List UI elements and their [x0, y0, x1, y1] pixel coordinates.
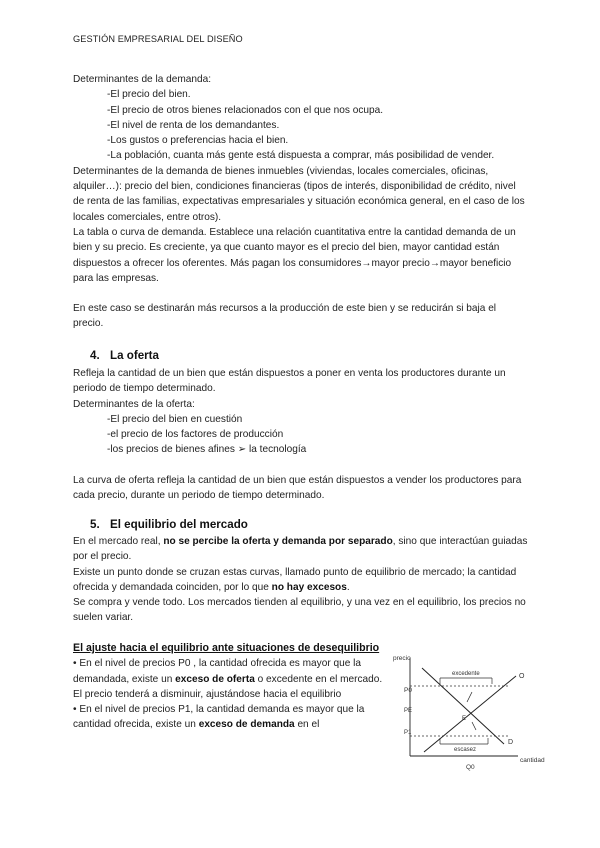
price-p1-label: P1 [404, 730, 412, 736]
supply-heading-number: 4. [90, 349, 100, 362]
demand-determinant-item: -El precio del bien. [107, 89, 191, 101]
demand-curve-label: D [508, 739, 514, 746]
adjustment-bullet-2: • En el nivel de precios P1, la cantidad demanda es mayor que la cantidad ofrecida, existe un exceso de demanda en el [73, 704, 365, 731]
excess-label: excedente [452, 671, 480, 677]
excess-arrow [467, 692, 472, 702]
supply-determinant-item: -El precio del bien en cuestión [107, 413, 243, 425]
demand-determinant-item: -La población, cuanta más gente está dispuesta a comprar, más posibilidad de vender. [107, 150, 495, 162]
resources-paragraph: En este caso se destinarán más recursos a la producción de este bien y se reducirán si baja el precio. [73, 303, 497, 330]
x-axis-label: cantidad [520, 757, 545, 764]
equilibrium-paragraph-2: Existe un punto donde se cruzan estas curvas, llamado punto de equilibrio de mercado; la cantidad ofrecida y demandada coinciden, por lo que no hay excesos. [73, 566, 517, 593]
equilibrium-heading-number: 5. [90, 518, 100, 531]
supply-determinant-item: -el precio de los factores de producción [107, 429, 284, 441]
supply-heading [90, 349, 159, 362]
supply-section [73, 366, 528, 503]
price-pe-label: PE [404, 708, 413, 714]
equilibrium-paragraph-1: En el mercado real, no se percibe la oferta y demanda por separado, sino que interactúan guiadas por el precio. [73, 536, 528, 563]
supply-curve [424, 676, 516, 752]
demand-determinant-item: -El precio de otros bienes relacionados con el que nos ocupa. [107, 104, 384, 116]
demand-determinant-item: -El nivel de renta de los demandantes. [107, 119, 280, 131]
shortage-arrow [472, 722, 476, 730]
adjustment-bullet-1: • En el nivel de precios P0 , la cantidad ofrecida es mayor que la demandada, existe un exceso de oferta o excedente en el mercado. El precio tenderá a disminuir, ajustándose hacia el equilibrio [73, 658, 383, 700]
supply-curve-label: O [519, 673, 525, 680]
supply-curve-paragraph: La curva de oferta refleja la cantidad de un bien que están dispuestos a vender los productores para cada precio, durante un periodo de tiempo determinado. [73, 474, 522, 502]
demand-determinants-intro: Determinantes de la demanda: [73, 74, 212, 85]
shortage-label: escasez [454, 747, 477, 753]
buildings-demand-paragraph: Determinantes de la demanda de bienes inmuebles (viviendas, locales comerciales, oficinas, alquiler…): precio del bien, condiciones financieras (tipos de interés, disponibilidad de crédito, nivel de renta de las familias, expectativas empresariales y situación económica general, en el caso de los locales comerciales, entre otros). [73, 165, 525, 223]
equilibrium-section [73, 534, 528, 626]
y-axis-label: precio [393, 655, 411, 662]
page-header: GESTIÓN EMPRESARIAL DEL DISEÑO [73, 34, 243, 44]
supply-definition: Refleja la cantidad de un bien que están dispuestos a poner en venta los productores durante un periodo de tiempo determinado. [73, 368, 506, 395]
equilibrium-paragraph-3: Se compra y vende todo. Los mercados tienden al equilibrio, y una vez en el equilibrio, los precios no suelen variar. [73, 597, 526, 624]
adjustment-title: El ajuste hacia el equilibrio ante situaciones de desequilibrio [73, 642, 380, 654]
demand-determinant-item: -Los gustos o preferencias hacia el bien. [107, 135, 289, 147]
demand-section [73, 72, 528, 332]
supply-heading-text: La oferta [110, 349, 159, 362]
supply-demand-graph [388, 648, 558, 773]
quantity-q0-label: Q0 [466, 764, 475, 771]
adjustment-section [73, 641, 383, 733]
equilibrium-point-label: E [462, 716, 467, 722]
supply-determinants-intro: Determinantes de la oferta: [73, 398, 195, 410]
equilibrium-heading-text: El equilibrio del mercado [110, 518, 248, 531]
demand-curve-paragraph: La tabla o curva de demanda. Establece una relación cuantitativa entre la cantidad demanda de un bien y su precio. Es creciente, ya que cuanto mayor es el precio del bien, mayor cantidad están dispuestos a ofrecer los oferentes. Más pagan los consumidores→mayor precio→mayor beneficio para las empresas. [73, 226, 516, 284]
price-p0-label: P0 [404, 687, 412, 694]
equilibrium-heading [90, 518, 248, 531]
supply-determinant-item: -los precios de bienes afines ➢ la tecnología [107, 444, 307, 456]
